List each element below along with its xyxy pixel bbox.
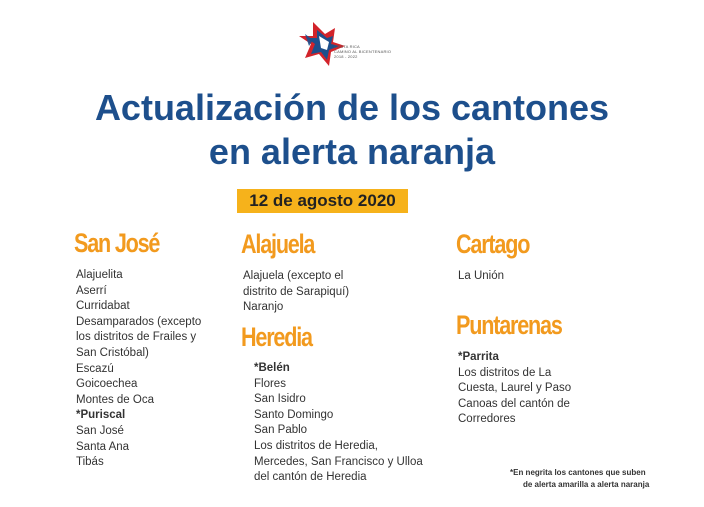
footnote [510, 467, 649, 491]
list-item: San Isidro [254, 393, 306, 406]
list-puntarenas [458, 350, 571, 428]
list-cartago [458, 269, 504, 285]
list-item: Santo Domingo [254, 408, 334, 421]
list-item: Santa Ana [76, 440, 130, 453]
list-san-jose [76, 268, 201, 471]
list-item-bold: *Parrita [458, 351, 499, 363]
list-item: Los distritos de Heredia, [254, 439, 379, 452]
bicentennial-star-logo-icon [283, 14, 403, 72]
date-badge: 12 de agosto 2020 [237, 189, 408, 213]
list-item: Corredores [458, 413, 516, 426]
list-item: Alajuelita [76, 269, 123, 281]
list-item: San Pablo [254, 424, 308, 437]
list-item-bold: *Belén [254, 362, 290, 374]
list-item: Cuesta, Laurel y Paso [458, 382, 572, 395]
footnote-line-2: de alerta amarilla a alerta naranja [523, 480, 650, 489]
list-item: Naranjo [243, 301, 284, 314]
heading-san-jose: San José [74, 228, 160, 258]
list-item: Mercedes, San Francisco y Ulloa [254, 455, 423, 468]
list-item: del cantón de Heredia [254, 471, 367, 484]
list-item: distrito de Sarapiquí) [243, 285, 350, 298]
heading-cartago: Cartago [456, 229, 530, 259]
heading-heredia: Heredia [241, 322, 312, 352]
list-item-bold: *Puriscal [76, 409, 126, 422]
list-item: San José [76, 424, 124, 437]
list-alajuela [243, 269, 349, 316]
list-item: Goicoechea [76, 378, 138, 391]
list-item: Montes de Oca [76, 393, 154, 406]
list-item: Flores [254, 377, 286, 390]
title-line-1: Actualización de los cantones [94, 87, 610, 128]
list-item: Escazú [76, 362, 114, 375]
list-item: Curridabat [76, 300, 130, 313]
list-item: Los distritos de La [458, 366, 552, 379]
heading-puntarenas: Puntarenas [456, 310, 562, 340]
list-item: los distritos de Frailes y [76, 331, 197, 344]
list-item: Aserrí [76, 284, 107, 297]
title-line-2: en alerta naranja [208, 131, 496, 172]
list-heredia [254, 361, 423, 486]
list-item: Tibás [76, 456, 104, 469]
list-item: Desamparados (excepto [76, 315, 202, 328]
heading-alajuela: Alajuela [241, 229, 315, 259]
list-item: San Cristóbal) [76, 346, 149, 359]
page-title [0, 86, 704, 174]
footnote-line-1: *En negrita los cantones que suben [510, 468, 646, 477]
logo-text: COSTA RICA CAMINO AL BICENTENARIO 2018 - 2022 [334, 44, 392, 59]
list-item: La Unión [458, 270, 505, 282]
list-item: Canoas del cantón de [458, 397, 570, 410]
list-item: Alajuela (excepto el [243, 270, 344, 282]
